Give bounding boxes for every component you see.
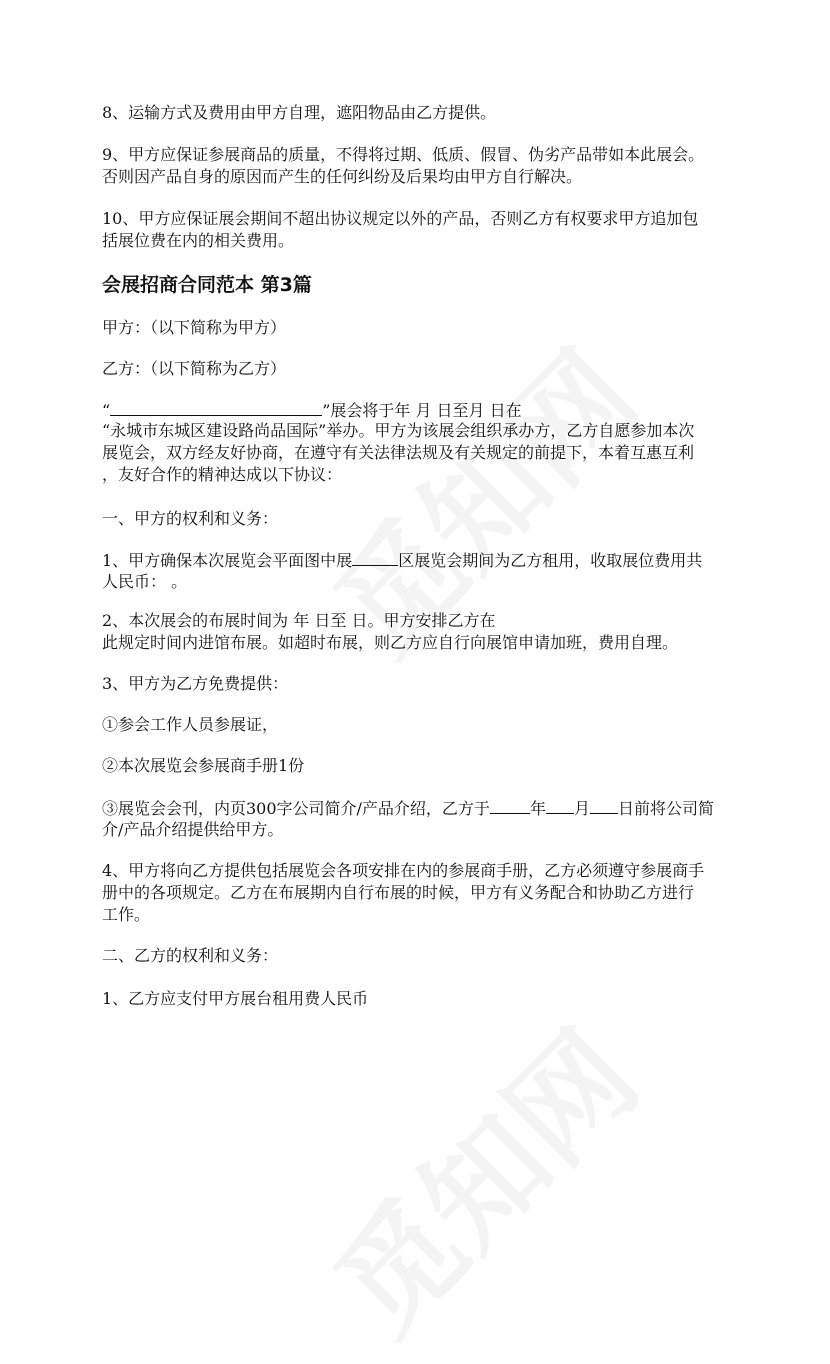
intro-line-1 — [102, 400, 522, 421]
item-2-line-1: 2、本次展会的布展时间为 年 日至 日。甲方安排乙方在 — [102, 611, 496, 630]
watermark-graphic — [292, 988, 668, 1364]
b-item-1: 1、乙方应支付甲方展台租用费人民币 — [102, 989, 369, 1008]
sub-3-text-d: 日前将公司简 — [617, 799, 714, 818]
item-1-text-a: 1、甲方确保本次展览会平面图中展 — [102, 551, 353, 570]
sub-3-month: 月 — [573, 799, 590, 818]
year-blank — [490, 798, 530, 814]
exhibition-name-blank — [110, 400, 322, 416]
intro-line-2: “永城市东城区建设路尚品国际”举办。甲方为该展会组织承办方，乙方自愿参加本次 — [102, 421, 695, 440]
month-blank — [546, 798, 574, 814]
quote-open: “ — [102, 401, 111, 420]
item-3-sub-3-line-1 — [102, 798, 714, 819]
sub-3-text-a: ③展览会会刊，内页300字公司简介/产品介绍，乙方于 — [102, 799, 490, 818]
intro-line-3: 展览会，双方经友好协商，在遵守有关法律法规及有关规定的前提下，本着互惠互利 — [102, 443, 695, 462]
party-a: 甲方：（以下简称为甲方） — [102, 318, 287, 337]
section-2-title: 二、乙方的权利和义务： — [102, 946, 279, 965]
clause-10-line-1: 10、甲方应保证展会期间不超出协议规定以外的产品，否则乙方有权要求甲方追加包 — [102, 209, 699, 228]
section-1-title: 一、甲方的权利和义务： — [102, 509, 279, 528]
area-blank — [352, 550, 398, 566]
item-1-text-b: 区展览会期间为乙方租用，收取展位费用共 — [398, 551, 703, 570]
intro-date-text: ”展会将于年 月 日至月 日在 — [322, 401, 522, 420]
day-blank — [590, 798, 618, 814]
clause-9-line-1: 9、甲方应保证参展商品的质量，不得将过期、低质、假冒、伪劣产品带如本此展会。 — [102, 145, 705, 164]
item-3-sub-3-line-2: 介/产品介绍提供给甲方。 — [102, 820, 284, 839]
clause-10-line-2: 括展位费在内的相关费用。 — [102, 231, 295, 250]
intro-line-4: ，友好合作的精神达成以下协议： — [102, 465, 343, 484]
party-b: 乙方：（以下简称为乙方） — [102, 359, 287, 378]
item-4-line-1: 4、甲方将向乙方提供包括展览会各项安排在内的参展商手册，乙方必须遵守参展商手 — [102, 861, 705, 880]
clause-8: 8、运输方式及费用由甲方自理，遮阳物品由乙方提供。 — [102, 103, 497, 122]
item-4-line-2: 册中的各项规定。乙方在布展期内自行布展的时候，甲方有义务配合和协助乙方进行 — [102, 883, 695, 902]
clause-9-line-2: 否则因产品自身的原因而产生的任何纠纷及后果均由甲方自行解决。 — [102, 167, 583, 186]
item-1-line-2: 人民币： 。 — [102, 572, 188, 591]
item-3-sub-1: ①参会工作人员参展证， — [102, 715, 279, 734]
section-heading: 会展招商合同范本 第3篇 — [102, 274, 312, 296]
item-3-sub-2: ②本次展览会参展商手册1份 — [102, 756, 305, 775]
item-1-line-1 — [102, 550, 702, 571]
item-3: 3、甲方为乙方免费提供： — [102, 674, 289, 693]
item-2-line-2: 此规定时间内进馆布展。如超时布展，则乙方应自行向展馆申请加班，费用自理。 — [102, 633, 679, 652]
sub-3-year: 年 — [529, 799, 546, 818]
item-4-line-3: 工作。 — [102, 905, 151, 924]
